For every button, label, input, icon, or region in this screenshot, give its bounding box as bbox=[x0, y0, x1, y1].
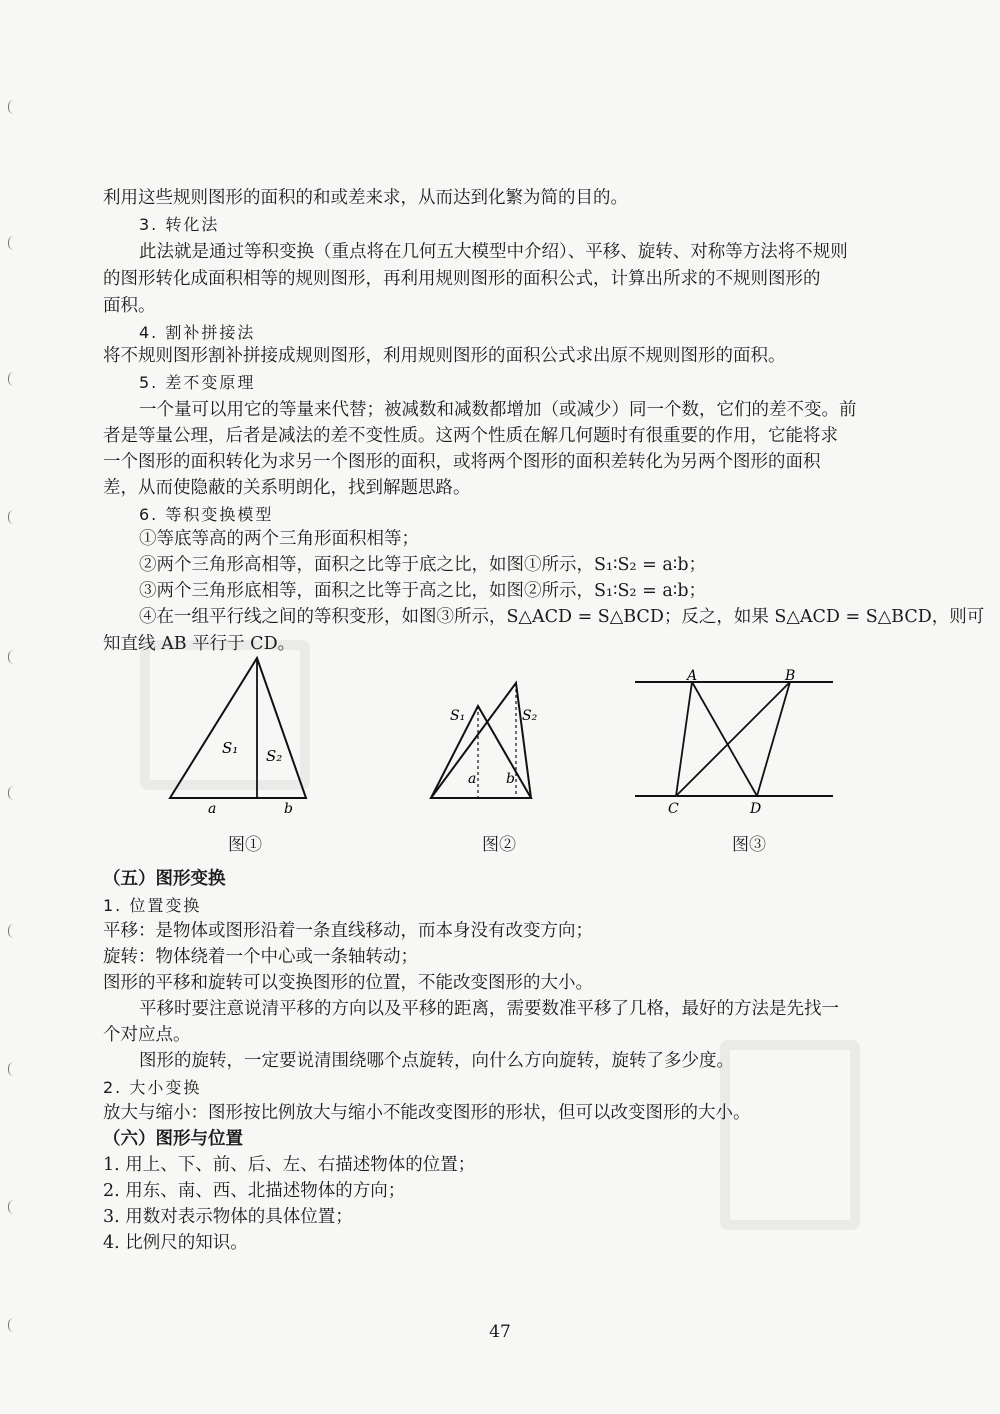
text-line: 知直线 AB 平行于 CD。 bbox=[103, 634, 296, 654]
page-number: 47 bbox=[489, 1322, 511, 1342]
text-line: ①等底等高的两个三角形面积相等； bbox=[139, 529, 419, 549]
label-d: D bbox=[750, 801, 762, 817]
figure-2 bbox=[428, 680, 548, 805]
binding-mark bbox=[8, 372, 15, 386]
text-line: 将不规则图形割补拼接成规则图形，利用规则图形的面积公式求出原不规则图形的面积。 bbox=[103, 346, 786, 366]
segment-ad bbox=[692, 682, 757, 796]
text-line: 者是等量公理，后者是减法的差不变性质。这两个性质在解几何题时有很重要的作用，它能将求 bbox=[103, 426, 838, 446]
text-line: 一个图形的面积转化为求另一个图形的面积，或将两个图形的面积差转化为另两个图形的面积 bbox=[103, 452, 821, 472]
figure-2-caption: 图② bbox=[482, 835, 516, 855]
section-heading: （五）图形变换 bbox=[103, 869, 226, 889]
label-b: B bbox=[785, 668, 796, 684]
label-s1: S₁ bbox=[450, 708, 466, 724]
label-b: b bbox=[284, 801, 293, 815]
text-line: 2. 用东、南、西、北描述物体的方向； bbox=[103, 1181, 406, 1201]
text-line: 放大与缩小：图形按比例放大与缩小不能改变图形的形状，但可以改变图形的大小。 bbox=[103, 1103, 751, 1123]
text-line: 个对应点。 bbox=[103, 1025, 191, 1045]
binding-mark bbox=[8, 236, 15, 250]
text-line: ④在一组平行线之间的等积变形，如图③所示，S△ACD = S△BCD；反之，如果 S△ACD = S△BCD，则可 bbox=[139, 607, 985, 627]
binding-mark bbox=[8, 100, 15, 114]
triangle-outline bbox=[170, 658, 306, 798]
label-s2: S₂ bbox=[266, 747, 283, 765]
text-line: 平移：是物体或图形沿着一条直线移动，而本身没有改变方向； bbox=[103, 921, 593, 941]
text-line: 旋转：物体绕着一个中心或一条轴转动； bbox=[103, 947, 418, 967]
text-line: 利用这些规则图形的面积的和或差来求，从而达到化繁为简的目的。 bbox=[103, 188, 628, 208]
text-line: 4. 比例尺的知识。 bbox=[103, 1233, 248, 1253]
subheading: 5. 差不变原理 bbox=[139, 373, 256, 392]
label-c: C bbox=[668, 801, 679, 817]
text-line: 一个量可以用它的等量来代替；被减数和减数都增加（或减少）同一个数，它们的差不变。前 bbox=[139, 400, 857, 420]
label-b: b bbox=[506, 771, 515, 787]
segment-ac bbox=[676, 682, 692, 796]
figure-3-caption: 图③ bbox=[732, 835, 766, 855]
text-line: 1. 用上、下、前、后、左、右描述物体的位置； bbox=[103, 1155, 476, 1175]
label-a: A bbox=[687, 668, 698, 684]
binding-mark bbox=[8, 1200, 15, 1214]
figure-1 bbox=[160, 655, 320, 815]
subheading: 3. 转化法 bbox=[139, 215, 220, 234]
binding-mark bbox=[8, 650, 15, 664]
text-line: 面积。 bbox=[103, 296, 156, 316]
text-line: 3. 用数对表示物体的具体位置； bbox=[103, 1207, 353, 1227]
text-line: ③两个三角形底相等，面积之比等于高之比，如图②所示，S₁∶S₂ = a∶b； bbox=[139, 581, 707, 601]
binding-mark bbox=[8, 924, 15, 938]
binding-mark bbox=[8, 510, 15, 524]
binding-mark bbox=[8, 1062, 15, 1076]
subheading: 4. 割补拼接法 bbox=[139, 323, 256, 342]
subheading: 1. 位置变换 bbox=[103, 896, 202, 915]
label-a: a bbox=[468, 771, 477, 787]
figure-1-caption: 图① bbox=[228, 835, 262, 855]
text-line: 图形的平移和旋转可以变换图形的位置，不能改变图形的大小。 bbox=[103, 973, 593, 993]
label-s2: S₂ bbox=[522, 708, 538, 724]
text-line: ②两个三角形高相等，面积之比等于底之比，如图①所示，S₁∶S₂ = a∶b； bbox=[139, 555, 707, 575]
section-heading: （六）图形与位置 bbox=[103, 1129, 243, 1149]
subheading: 2. 大小变换 bbox=[103, 1078, 202, 1097]
text-line: 的图形转化成面积相等的规则图形，再利用规则图形的面积公式，计算出所求的不规则图形的 bbox=[103, 269, 821, 289]
text-line: 此法就是通过等积变换（重点将在几何五大模型中介绍）、平移、旋转、对称等方法将不规则 bbox=[139, 242, 848, 262]
text-line: 图形的旋转，一定要说清围绕哪个点旋转，向什么方向旋转，旋转了多少度。 bbox=[139, 1051, 734, 1071]
binding-mark bbox=[8, 786, 15, 800]
figure-3 bbox=[630, 668, 840, 818]
text-line: 平移时要注意说清平移的方向以及平移的距离，需要数准平移了几格，最好的方法是先找一 bbox=[139, 999, 839, 1019]
subheading: 6. 等积变换模型 bbox=[139, 505, 274, 524]
text-line: 差，从而使隐蔽的关系明朗化，找到解题思路。 bbox=[103, 478, 471, 498]
label-a: a bbox=[208, 801, 217, 815]
label-s1: S₁ bbox=[222, 739, 239, 757]
